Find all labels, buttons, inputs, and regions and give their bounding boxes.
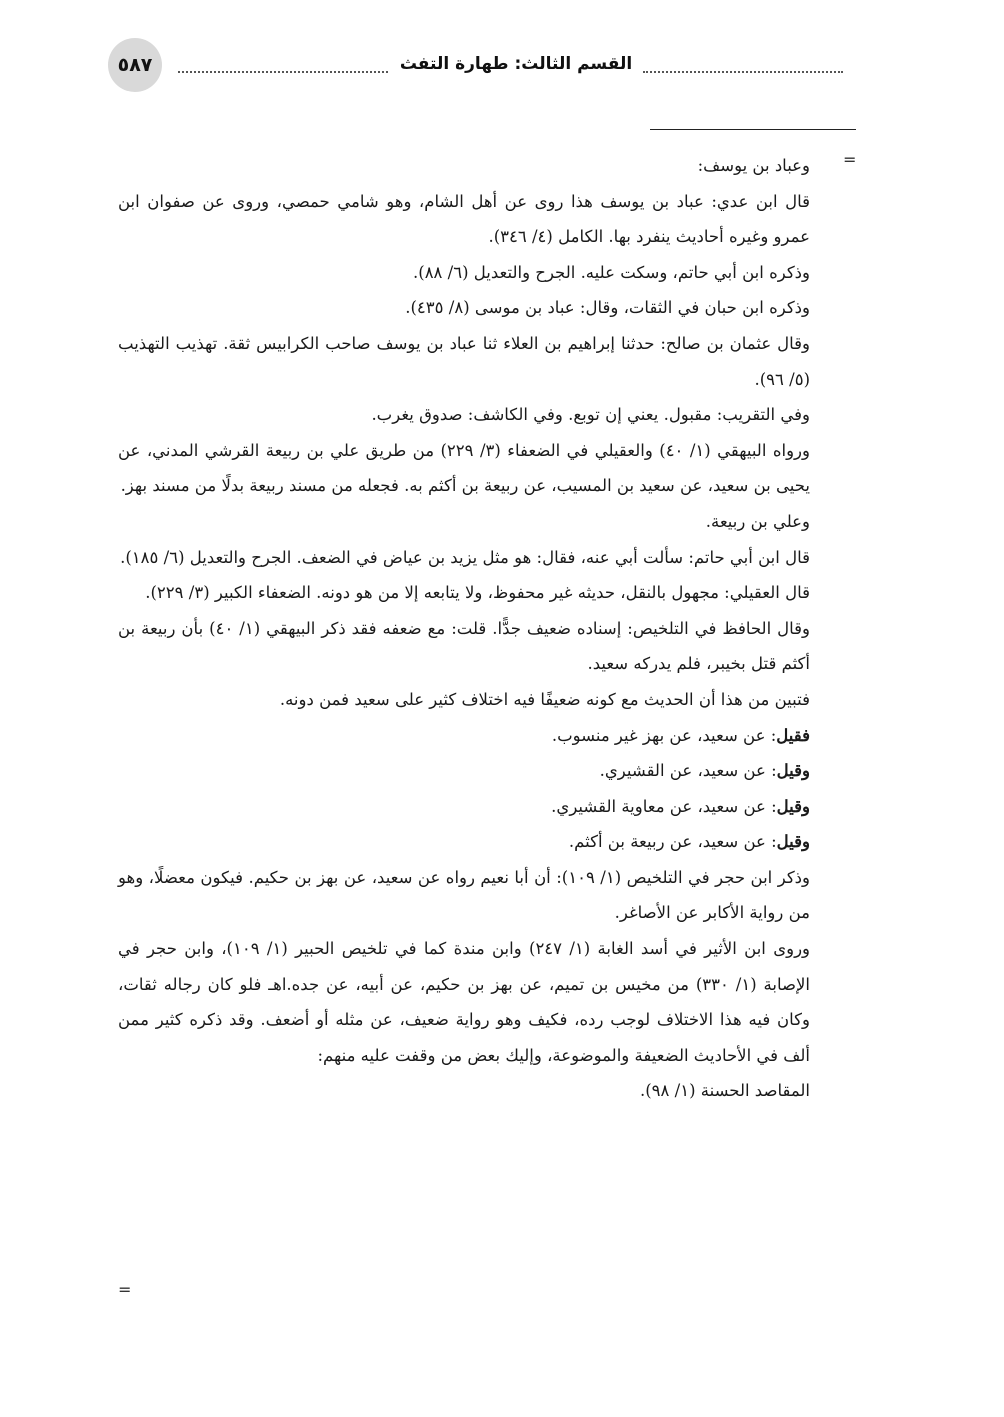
paragraph: قال ابن أبي حاتم: سألت أبي عنه، فقال: هو مثل يزيد بن عياض في الضعف. الجرح والتعديل (٦/ ١٨٥). [120,547,810,567]
qil-text: : عن سعيد، عن القشيري. [599,761,777,781]
qil-item [118,718,810,754]
qil-text: : عن سعيد، عن بهز غير منسوب. [551,725,777,745]
qil-lead: وقيل [776,796,810,816]
paragraph: وقال عثمان بن صالح: حدثنا إبراهيم بن العلاء ثنا عباد بن يوسف صاحب الكرابيس ثقة. تهذيب التهذيب (٥/ ٩٦). [118,333,810,389]
paragraph: قال العقيلي: مجهول بالنقل، حديثه غير محفوظ، ولا يتابعه إلا من هو دونه. الضعفاء الكبير (٣/ ٢٢٩). [145,583,810,603]
paragraph: وعلي بن ربيعة. [705,511,810,531]
qil-item [118,789,810,825]
paragraph: قال ابن عدي: عباد بن يوسف هذا روى عن أهل الشام، وهو شامي حمصي، وروى عن صفوان ابن عمرو وغيره أحاديث ينفرد بها. الكامل (٤/ ٣٤٦). [118,191,810,247]
qil-item [118,824,810,860]
paragraph: وذكره ابن حبان في الثقات، وقال: عباد بن موسى (٨/ ٤٣٥). [405,298,810,318]
qil-item [118,753,810,789]
qil-lead: وقيل [776,761,810,781]
page-number: ٥٨٧ [108,38,162,92]
paragraph: وذكره ابن أبي حاتم، وسكت عليه. الجرح والتعديل (٦/ ٨٨). [413,262,810,282]
header-dotted-leader-left [178,71,388,73]
qil-lead: وقيل [776,832,810,852]
footnote-body [118,148,810,1109]
paragraph: وقال الحافظ في التلخيص: إسناده ضعيف جدًّا. قلت: مع ضعفه فقد ذكر البيهقي (١/ ٤٠) بأن ربيعة بن أكثم قتل بخيبر، فلم يدركه سعيد. [118,618,810,674]
qil-text: : عن سعيد، عن ربيعة بن أكثم. [568,832,777,852]
paragraph: وذكر ابن حجر في التلخيص (١/ ١٠٩): أن أبا نعيم رواه عن سعيد، عن بهز بن حكيم. فيكون معضلًا، وهو من رواية الأكابر عن الأصاغر. [118,867,810,923]
footnote-separator-rule [650,129,856,130]
paragraph: ورواه البيهقي (١/ ٤٠) والعقيلي في الضعفاء (٣/ ٢٢٩) من طريق علي بن ربيعة القرشي المدني، عن يحيى بن سعيد، عن سعيد بن المسيب، عن ربيعة بن أكثم به. فجعله من مسند ربيعة بدلًا من مسند بهز. [118,440,810,496]
page-header [108,38,848,98]
continuation-mark-top: = [843,150,857,169]
qil-lead: فقيل [776,725,810,745]
paragraph: وفي التقريب: مقبول. يعني إن توبع. وفي الكاشف: صدوق يغرب. [371,405,810,425]
paragraph: المقاصد الحسنة (١/ ٩٨). [639,1081,810,1101]
running-title: القسم الثالث: طهارة التفث [399,54,633,74]
paragraph: فتبين من هذا أن الحديث مع كونه ضعيفًا فيه اختلاف كثير على سعيد فمن دونه. [279,689,810,709]
qil-text: : عن سعيد، عن معاوية القشيري. [551,796,777,816]
paragraph: وروى ابن الأثير في أسد الغابة (١/ ٢٤٧) وابن مندة كما في تلخيص الحبير (١/ ١٠٩)، وابن حجر في الإصابة (١/ ٣٣٠) من مخيس بن تميم، عن بهز بن حكيم، عن أبيه، عن جده.اهـ فلو كان رجاله ثقات، وكان فيه هذا الاختلاف لوجب رده، فكيف وهو رواية ضعيف، عن مثله أو أضعف. وقد ذكره كثير ممن ألف في الأحاديث الضعيفة والموضوعة، وإليك بعض من وقفت عليه منهم: [118,939,811,1065]
continuation-mark-bottom: = [118,1280,132,1299]
paragraph: وعباد بن يوسف: [697,156,810,175]
header-dotted-leader-right [643,71,843,73]
